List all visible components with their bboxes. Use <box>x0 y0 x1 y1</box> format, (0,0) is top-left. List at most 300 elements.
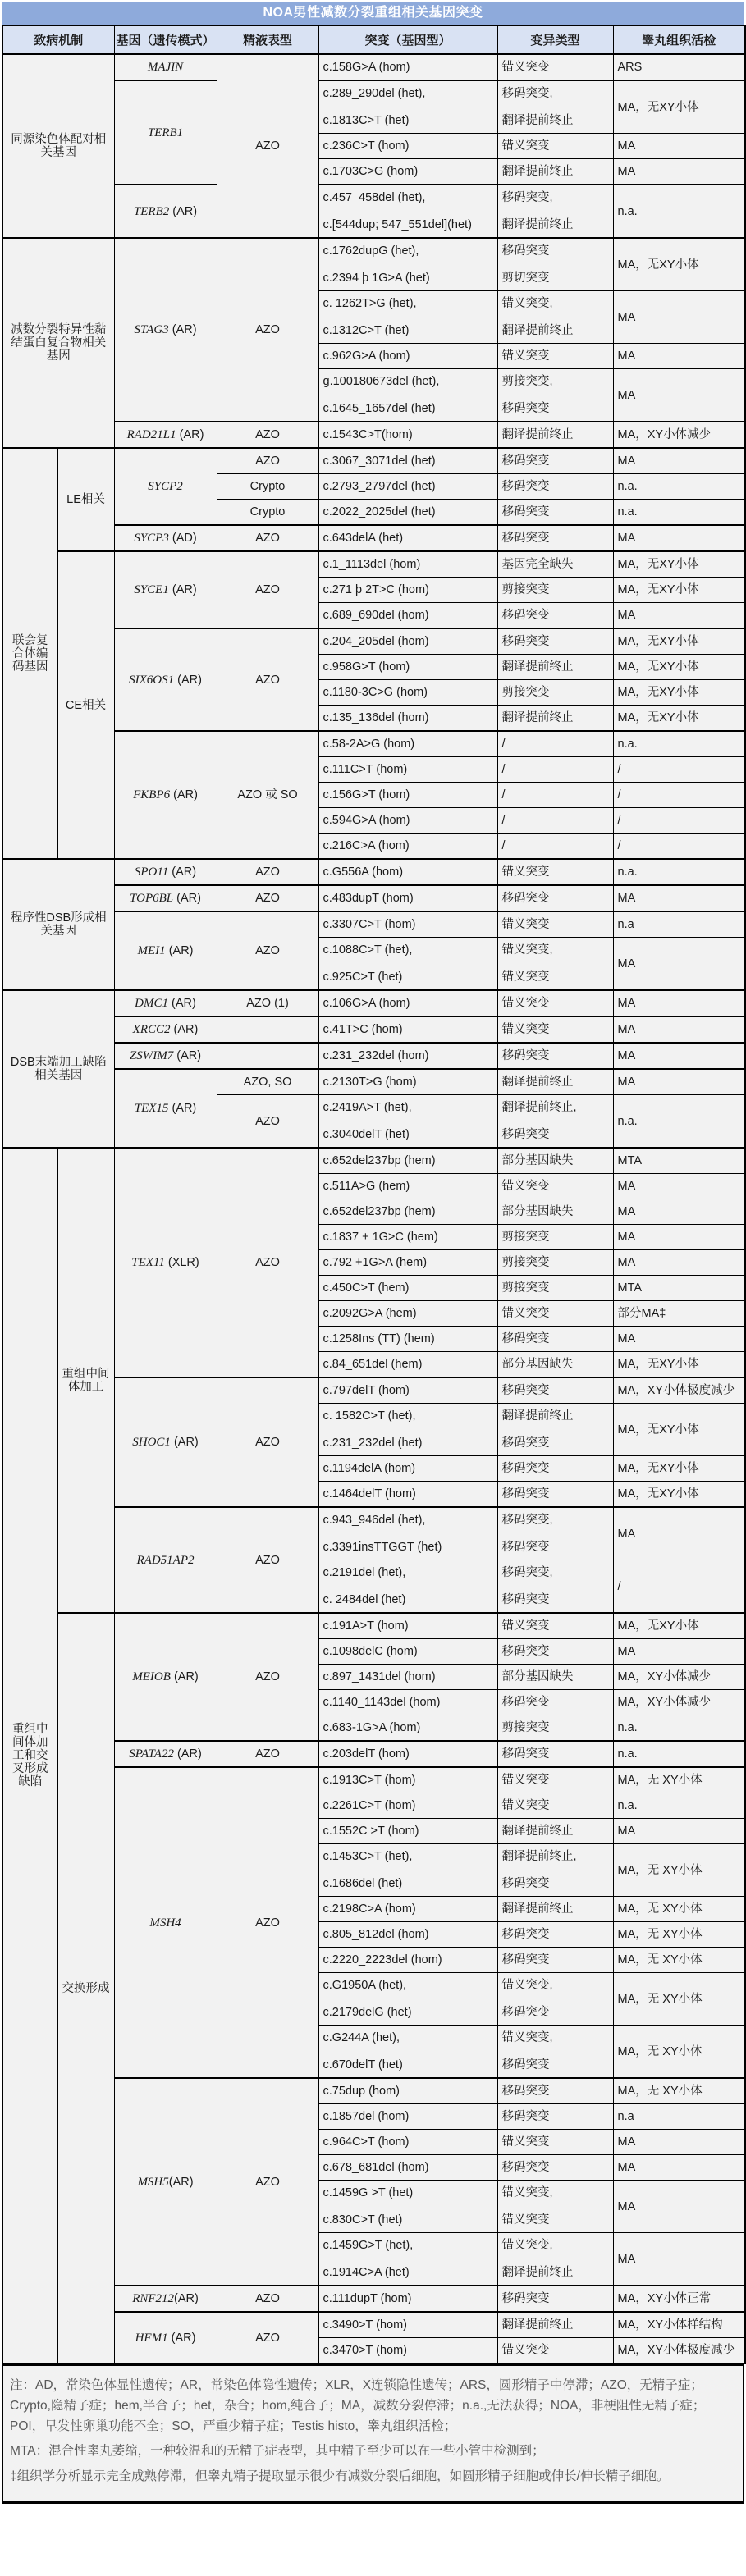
variant-type-cell: 剪接突变, 移码突变 <box>497 369 613 422</box>
variant-type-cell: 移码突变 <box>497 603 613 629</box>
biopsy-cell: MA，无 XY小体 <box>613 2078 745 2104</box>
mutation-cell: c.678_681del (hom) <box>318 2155 497 2181</box>
variant-type-cell: 错义突变, 移码突变 <box>497 2026 613 2079</box>
gene-cell: ZSWIM7 (AR) <box>114 1043 217 1069</box>
variant-type-cell: 移码突变 <box>497 1327 613 1352</box>
mutation-cell: c.1703C>G (hom) <box>318 159 497 185</box>
biopsy-cell: MA，无XY小体 <box>613 551 745 578</box>
mechanism-cell: DSB末端加工缺陷相关基因 <box>2 990 114 1148</box>
mutation-cell: c.3470>T (hom) <box>318 2338 497 2364</box>
phenotype-cell: AZO <box>217 1767 318 2078</box>
table-sheet <box>2 2 744 2504</box>
gene-cell: SYCP2 <box>114 448 217 525</box>
gene-cell: STAG3 (AR) <box>114 238 217 422</box>
biopsy-cell: MA，XY小体极度减少 <box>613 1377 745 1404</box>
phenotype-cell: AZO <box>217 54 318 238</box>
mutation-cell: c.1543C>T(hom) <box>318 422 497 448</box>
mutation-cell: c.1459G >T (het) c.830C>T (het) <box>318 2181 497 2233</box>
mutation-cell: c.450C>T (hem) <box>318 1276 497 1301</box>
table-row <box>2 238 745 291</box>
biopsy-cell: MA，无XY小体 <box>613 680 745 706</box>
table-row <box>2 448 745 474</box>
biopsy-cell: MA，XY小体减少 <box>613 422 745 448</box>
biopsy-cell: MA <box>613 1327 745 1352</box>
mutation-cell: c.964C>T (hom) <box>318 2130 497 2155</box>
column-header-5: 睾丸组织活检 <box>613 25 745 54</box>
biopsy-cell: MA <box>613 2130 745 2155</box>
variant-type-cell: 移码突变 <box>497 1456 613 1482</box>
variant-type-cell: 翻译提前终止, 移码突变 <box>497 1095 613 1149</box>
biopsy-cell: MA，无XY小体 <box>613 1352 745 1378</box>
phenotype-cell: AZO <box>217 422 318 448</box>
table-row <box>2 1767 745 1793</box>
mutation-cell: c.58-2A>G (hom) <box>318 731 497 757</box>
mutation-cell: c.1098delC (hom) <box>318 1639 497 1665</box>
variant-type-cell: 翻译提前终止 <box>497 1819 613 1844</box>
gene-cell: RNF212(AR) <box>114 2286 217 2312</box>
biopsy-cell: MA，无 XY小体 <box>613 1844 745 1897</box>
footnotes <box>2 2364 744 2504</box>
biopsy-cell: MA <box>613 1639 745 1665</box>
mutation-cell: c.111dupT (hom) <box>318 2286 497 2312</box>
mutation-cell: c.3067_3071del (het) <box>318 448 497 474</box>
variant-type-cell: 部分基因缺失 <box>497 1199 613 1225</box>
biopsy-cell: / <box>613 1560 745 1614</box>
sub-mechanism-cell: LE相关 <box>57 448 114 551</box>
mutation-cell: c.1837 + 1G>C (hem) <box>318 1225 497 1250</box>
mutation-cell: c.191A>T (hom) <box>318 1613 497 1639</box>
table-row <box>2 1069 745 1095</box>
variant-type-cell: 错义突变 <box>497 911 613 938</box>
biopsy-cell: MA，无XY小体 <box>613 1404 745 1456</box>
variant-type-cell: 移码突变 <box>497 448 613 474</box>
biopsy-cell: MA <box>613 2181 745 2233</box>
footnote-abbreviations: 注：AD，常染色体显性遗传；AR，常染色体隐性遗传；XLR，X连锁隐性遗传；ARS，圆形精子中停滞；AZO，无精子症；Crypto,隐精子症；hem,半合子；het，杂合；hom,纯合子；MA，减数分裂停滞；n.a.,无法获得；NOA，非梗阻性无精子症；POI，早发性卵巢功能不全；SO，严重少精子症；Testis histo，睾丸组织活检； <box>10 2378 706 2433</box>
column-header-4: 变异类型 <box>497 25 613 54</box>
variant-type-cell: 移码突变 <box>497 1043 613 1069</box>
biopsy-cell: MTA <box>613 1148 745 1174</box>
gene-cell: MEIOB (AR) <box>114 1613 217 1741</box>
variant-type-cell: 翻译提前终止 <box>497 2312 613 2338</box>
variant-type-cell: 移码突变 <box>497 628 613 655</box>
variant-type-cell: 移码突变, 移码突变 <box>497 1507 613 1560</box>
table-row <box>2 859 745 885</box>
phenotype-cell: AZO <box>217 448 318 474</box>
phenotype-cell: AZO <box>217 238 318 422</box>
variant-type-cell: 剪接突变 <box>497 578 613 603</box>
biopsy-cell: MTA <box>613 1276 745 1301</box>
biopsy-cell: MA <box>613 2233 745 2286</box>
biopsy-cell: MA，无XY小体 <box>613 1482 745 1508</box>
variant-type-cell: 移码突变 <box>497 1690 613 1715</box>
variant-type-cell: 错义突变 <box>497 134 613 159</box>
phenotype-cell: AZO <box>217 1377 318 1507</box>
biopsy-cell: MA，无 XY小体 <box>613 2026 745 2079</box>
phenotype-cell: AZO 或 SO <box>217 731 318 859</box>
mutation-cell: c.2198C>A (hom) <box>318 1897 497 1922</box>
biopsy-cell: / <box>613 808 745 834</box>
phenotype-cell: AZO <box>217 1095 318 1149</box>
variant-type-cell: 错义突变, 移码突变 <box>497 1973 613 2026</box>
variant-type-cell: / <box>497 808 613 834</box>
mutation-cell: c.797delT (hom) <box>318 1377 497 1404</box>
biopsy-cell: MA <box>613 1069 745 1095</box>
biopsy-cell: MA <box>613 1043 745 1069</box>
biopsy-cell: MA，无 XY小体 <box>613 1897 745 1922</box>
gene-cell: SHOC1 (AR) <box>114 1377 217 1507</box>
variant-type-cell: / <box>497 783 613 808</box>
variant-type-cell: 错义突变 <box>497 2338 613 2364</box>
table-row <box>2 885 745 911</box>
variant-type-cell: 剪接突变 <box>497 680 613 706</box>
biopsy-cell: MA，无XY小体 <box>613 80 745 134</box>
variant-type-cell: 翻译提前终止 <box>497 706 613 732</box>
variant-type-cell: 移码突变 <box>497 1922 613 1948</box>
gene-cell: SIX6OS1 (AR) <box>114 628 217 731</box>
gene-cell: RAD21L1 (AR) <box>114 422 217 448</box>
variant-type-cell: / <box>497 757 613 783</box>
mutation-cell: c.457_458del (het), c.[544dup; 547_551del](het) <box>318 185 497 238</box>
mechanism-cell: 减数分裂特异性黏结蛋白复合物相关基因 <box>2 238 114 448</box>
biopsy-cell: MA <box>613 369 745 422</box>
mutation-cell: c.962G>A (hom) <box>318 344 497 369</box>
biopsy-cell: n.a. <box>613 1793 745 1819</box>
mutation-cell: c.897_1431del (hom) <box>318 1665 497 1690</box>
biopsy-cell: MA <box>613 291 745 344</box>
phenotype-cell: AZO <box>217 1507 318 1613</box>
phenotype-cell: AZO <box>217 859 318 885</box>
table-row <box>2 525 745 551</box>
gene-cell: TERB1 <box>114 80 217 185</box>
biopsy-cell: MA <box>613 938 745 991</box>
mutation-cell: c.271 þ 2T>C (hom) <box>318 578 497 603</box>
phenotype-cell: AZO <box>217 551 318 628</box>
header-row <box>2 25 745 54</box>
table-row <box>2 990 745 1016</box>
biopsy-cell: MA，无XY小体 <box>613 706 745 732</box>
gene-cell: TEX15 (AR) <box>114 1069 217 1148</box>
gene-cell: FKBP6 (AR) <box>114 731 217 859</box>
biopsy-cell: MA <box>613 990 745 1016</box>
sub-mechanism-cell: CE相关 <box>57 551 114 859</box>
table-row <box>2 2078 745 2104</box>
phenotype-cell <box>217 1043 318 1069</box>
mutation-cell: c.1857del (hom) <box>318 2104 497 2130</box>
mutation-cell: c.1459G>T (het), c.1914C>A (het) <box>318 2233 497 2286</box>
gene-cell: SPO11 (AR) <box>114 859 217 885</box>
variant-type-cell: 错义突变 <box>497 1174 613 1199</box>
biopsy-cell: MA <box>613 344 745 369</box>
mutation-cell: c.106G>A (hom) <box>318 990 497 1016</box>
variant-type-cell: 移码突变 <box>497 500 613 526</box>
variant-type-cell: 移码突变, 移码突变 <box>497 1560 613 1614</box>
biopsy-cell: MA <box>613 1199 745 1225</box>
phenotype-cell: AZO <box>217 1613 318 1741</box>
mutation-cell: c.84_651del (hem) <box>318 1352 497 1378</box>
biopsy-cell: n.a. <box>613 859 745 885</box>
gene-cell: HFM1 (AR) <box>114 2312 217 2364</box>
variant-type-cell: 翻译提前终止 <box>497 1069 613 1095</box>
column-header-0: 致病机制 <box>2 25 114 54</box>
variant-type-cell: 翻译提前终止 <box>497 422 613 448</box>
biopsy-cell: / <box>613 757 745 783</box>
variant-type-cell: 剪接突变 <box>497 1250 613 1276</box>
table-title: NOA男性减数分裂重组相关基因突变 <box>2 2 744 25</box>
mutation-cell: c.3307C>T (hom) <box>318 911 497 938</box>
table-row <box>2 1016 745 1043</box>
mutation-cell: c.958G>T (hom) <box>318 655 497 680</box>
variant-type-cell: 移码突变 <box>497 1639 613 1665</box>
mutation-cell: c.1_1113del (hom) <box>318 551 497 578</box>
gene-cell: SPATA22 (AR) <box>114 1741 217 1767</box>
mutation-cell: c.1194delA (hom) <box>318 1456 497 1482</box>
gene-cell: TEX11 (XLR) <box>114 1148 217 1377</box>
mutation-cell: c.135_136del (hom) <box>318 706 497 732</box>
column-header-3: 突变（基因型） <box>318 25 497 54</box>
gene-cell: SYCP3 (AD) <box>114 525 217 551</box>
variant-type-cell: 移码突变 <box>497 2104 613 2130</box>
table-row <box>2 2286 745 2312</box>
biopsy-cell: MA，XY小体样结构 <box>613 2312 745 2338</box>
mutation-cell: c.2220_2223del (hom) <box>318 1948 497 1973</box>
mechanism-cell: 联会复合体编码基因 <box>2 448 57 859</box>
gene-mutation-table <box>2 25 746 2364</box>
mutation-cell: c.111C>T (hom) <box>318 757 497 783</box>
biopsy-cell: 部分MA‡ <box>613 1301 745 1327</box>
mutation-cell: c.1258Ins (TT) (hem) <box>318 1327 497 1352</box>
table-row <box>2 1741 745 1767</box>
variant-type-cell: 移码突变 <box>497 1948 613 1973</box>
mutation-cell: c.2793_2797del (het) <box>318 474 497 500</box>
gene-cell: SYCE1 (AR) <box>114 551 217 628</box>
gene-cell: TERB2 (AR) <box>114 185 217 238</box>
mutation-cell: c.203delT (hom) <box>318 1741 497 1767</box>
phenotype-cell: AZO <box>217 1741 318 1767</box>
variant-type-cell: 剪接突变 <box>497 1225 613 1250</box>
biopsy-cell: MA，无XY小体 <box>613 628 745 655</box>
variant-type-cell: 移码突变, 翻译提前终止 <box>497 80 613 134</box>
phenotype-cell: AZO <box>217 1148 318 1377</box>
biopsy-cell: MA，无 XY小体 <box>613 1948 745 1973</box>
variant-type-cell: 错义突变, 翻译提前终止 <box>497 291 613 344</box>
mutation-cell: c.216C>A (hom) <box>318 834 497 860</box>
mutation-cell: c.2022_2025del (het) <box>318 500 497 526</box>
phenotype-cell: AZO <box>217 525 318 551</box>
biopsy-cell: ARS <box>613 54 745 80</box>
biopsy-cell: n.a. <box>613 474 745 500</box>
variant-type-cell: 移码突变 <box>497 525 613 551</box>
table-row <box>2 80 745 134</box>
variant-type-cell: 错义突变 <box>497 859 613 885</box>
biopsy-cell: MA，无XY小体 <box>613 238 745 291</box>
biopsy-cell: n.a <box>613 2104 745 2130</box>
mutation-cell: c.511A>G (hem) <box>318 1174 497 1199</box>
table-row <box>2 731 745 757</box>
variant-type-cell: 错义突变, 错义突变 <box>497 938 613 991</box>
variant-type-cell: 错义突变 <box>497 1793 613 1819</box>
biopsy-cell: MA <box>613 1507 745 1560</box>
biopsy-cell: MA，XY小体减少 <box>613 1690 745 1715</box>
variant-type-cell: 移码突变 <box>497 474 613 500</box>
table-row <box>2 185 745 238</box>
mutation-cell: c.1464delT (hom) <box>318 1482 497 1508</box>
phenotype-cell: Crypto <box>217 474 318 500</box>
variant-type-cell: 基因完全缺失 <box>497 551 613 578</box>
biopsy-cell: MA，无XY小体 <box>613 578 745 603</box>
mechanism-cell: 同源染色体配对相关基因 <box>2 54 114 238</box>
biopsy-cell: MA，无 XY小体 <box>613 1973 745 2026</box>
gene-cell: MAJIN <box>114 54 217 80</box>
mutation-cell: g.100180673del (het), c.1645_1657del (het) <box>318 369 497 422</box>
gene-cell: XRCC2 (AR) <box>114 1016 217 1043</box>
mutation-cell: c.2419A>T (het), c.3040delT (het) <box>318 1095 497 1149</box>
phenotype-cell: AZO <box>217 2312 318 2364</box>
table-row <box>2 2312 745 2338</box>
biopsy-cell: MA，无 XY小体 <box>613 1767 745 1793</box>
biopsy-cell: MA，无XY小体 <box>613 655 745 680</box>
mutation-cell: c.652del237bp (hem) <box>318 1148 497 1174</box>
mutation-cell: c.3490>T (hom) <box>318 2312 497 2338</box>
mutation-cell: c.289_290del (het), c.1813C>T (het) <box>318 80 497 134</box>
variant-type-cell: 移码突变 <box>497 2078 613 2104</box>
biopsy-cell: n.a. <box>613 731 745 757</box>
table-row <box>2 911 745 938</box>
mutation-cell: c.1762dupG (het), c.2394 þ 1G>A (het) <box>318 238 497 291</box>
biopsy-cell: n.a. <box>613 500 745 526</box>
gene-cell: MSH5(AR) <box>114 2078 217 2286</box>
variant-type-cell: 错义突变 <box>497 54 613 80</box>
variant-type-cell: 错义突变 <box>497 1613 613 1639</box>
mutation-cell: c.204_205del (hom) <box>318 628 497 655</box>
biopsy-cell: MA，无XY小体 <box>613 1613 745 1639</box>
biopsy-cell: MA <box>613 2155 745 2181</box>
biopsy-cell: MA <box>613 448 745 474</box>
biopsy-cell: MA，XY小体减少 <box>613 1665 745 1690</box>
table-row <box>2 422 745 448</box>
mutation-cell: c.G1950A (het), c.2179delG (het) <box>318 1973 497 2026</box>
mutation-cell: c. 1582C>T (het), c.231_232del (het) <box>318 1404 497 1456</box>
biopsy-cell: MA，XY小体极度减少 <box>613 2338 745 2364</box>
biopsy-cell: MA，无XY小体 <box>613 1456 745 1482</box>
mutation-cell: c.643delA (het) <box>318 525 497 551</box>
mutation-cell: c.158G>A (hom) <box>318 54 497 80</box>
biopsy-cell: MA <box>613 525 745 551</box>
variant-type-cell: 剪接突变 <box>497 1276 613 1301</box>
mutation-cell: c.G244A (het), c.670delT (het) <box>318 2026 497 2079</box>
mutation-cell: c.2191del (het), c. 2484del (het) <box>318 1560 497 1614</box>
variant-type-cell: 错义突变 <box>497 1016 613 1043</box>
biopsy-cell: MA <box>613 1016 745 1043</box>
table-row <box>2 1507 745 1560</box>
variant-type-cell: 错义突变 <box>497 344 613 369</box>
mechanism-cell: 程序性DSB形成相关基因 <box>2 859 114 990</box>
mutation-cell: c.75dup (hom) <box>318 2078 497 2104</box>
variant-type-cell: 翻译提前终止 移码突变 <box>497 1404 613 1456</box>
biopsy-cell: / <box>613 834 745 860</box>
variant-type-cell: 错义突变, 错义突变 <box>497 2181 613 2233</box>
biopsy-cell: n.a. <box>613 1715 745 1742</box>
variant-type-cell: 移码突变 <box>497 2286 613 2312</box>
phenotype-cell <box>217 1016 318 1043</box>
table-row <box>2 1043 745 1069</box>
biopsy-cell: n.a. <box>613 1741 745 1767</box>
variant-type-cell: 移码突变 <box>497 1377 613 1404</box>
variant-type-cell: 翻译提前终止 <box>497 655 613 680</box>
mutation-cell: c.805_812del (hom) <box>318 1922 497 1948</box>
phenotype-cell: Crypto <box>217 500 318 526</box>
table-row <box>2 1148 745 1174</box>
mutation-cell: c.2261C>T (hom) <box>318 1793 497 1819</box>
variant-type-cell: 错义突变 <box>497 990 613 1016</box>
biopsy-cell: MA <box>613 603 745 629</box>
mutation-cell: c.1552C >T (hom) <box>318 1819 497 1844</box>
mutation-cell: c.1913C>T (hom) <box>318 1767 497 1793</box>
mutation-cell: c.594G>A (hom) <box>318 808 497 834</box>
variant-type-cell: 错义突变 <box>497 1301 613 1327</box>
biopsy-cell: MA <box>613 1174 745 1199</box>
variant-type-cell: 剪接突变 <box>497 1715 613 1742</box>
biopsy-cell: MA <box>613 159 745 185</box>
mutation-cell: c. 1262T>G (het), c.1312C>T (het) <box>318 291 497 344</box>
mutation-cell: c.689_690del (hom) <box>318 603 497 629</box>
variant-type-cell: / <box>497 834 613 860</box>
phenotype-cell: AZO <box>217 2078 318 2286</box>
biopsy-cell: MA <box>613 885 745 911</box>
mutation-cell: c.1140_1143del (hom) <box>318 1690 497 1715</box>
phenotype-cell: AZO (1) <box>217 990 318 1016</box>
variant-type-cell: 移码突变, 翻译提前终止 <box>497 185 613 238</box>
biopsy-cell: MA <box>613 1225 745 1250</box>
gene-cell: RAD51AP2 <box>114 1507 217 1613</box>
variant-type-cell: 错义突变 <box>497 2130 613 2155</box>
sub-mechanism-cell: 重组中间体加工 <box>57 1148 114 1613</box>
variant-type-cell: 移码突变 剪切突变 <box>497 238 613 291</box>
footnote-mta: MTA：混合性睾丸萎缩，一种较温和的无精子症表型，其中精子至少可以在一些小管中检测到； <box>10 2444 545 2459</box>
sub-mechanism-cell: 交换形成 <box>57 1613 114 2364</box>
table-row <box>2 628 745 655</box>
biopsy-cell: n.a. <box>613 1095 745 1149</box>
mutation-cell: c.236C>T (hom) <box>318 134 497 159</box>
biopsy-cell: MA，XY小体正常 <box>613 2286 745 2312</box>
variant-type-cell: / <box>497 731 613 757</box>
variant-type-cell: 移码突变 <box>497 1741 613 1767</box>
mutation-cell: c.231_232del (hom) <box>318 1043 497 1069</box>
biopsy-cell: MA <box>613 1819 745 1844</box>
phenotype-cell: AZO, SO <box>217 1069 318 1095</box>
mechanism-cell: 重组中间体加工和交叉形成缺陷 <box>2 1148 57 2364</box>
mutation-cell: c.483dupT (hom) <box>318 885 497 911</box>
mutation-cell: c.943_946del (het), c.3391insTTGGT (het) <box>318 1507 497 1560</box>
table-row <box>2 54 745 80</box>
variant-type-cell: 移码突变 <box>497 885 613 911</box>
variant-type-cell: 错义突变 <box>497 1767 613 1793</box>
mutation-cell: c.2130T>G (hom) <box>318 1069 497 1095</box>
gene-cell: DMC1 (AR) <box>114 990 217 1016</box>
variant-type-cell: 翻译提前终止 <box>497 1897 613 1922</box>
biopsy-cell: MA <box>613 1250 745 1276</box>
biopsy-cell: n.a. <box>613 185 745 238</box>
biopsy-cell: n.a <box>613 911 745 938</box>
variant-type-cell: 部分基因缺失 <box>497 1665 613 1690</box>
mutation-cell: c.41T>C (hom) <box>318 1016 497 1043</box>
mutation-cell: c.1180-3C>G (hom) <box>318 680 497 706</box>
mutation-cell: c.683-1G>A (hom) <box>318 1715 497 1742</box>
mutation-cell: c.1453C>T (het), c.1686del (het) <box>318 1844 497 1897</box>
variant-type-cell: 部分基因缺失 <box>497 1148 613 1174</box>
biopsy-cell: MA，无 XY小体 <box>613 1922 745 1948</box>
mutation-cell: c.792 +1G>A (hem) <box>318 1250 497 1276</box>
variant-type-cell: 翻译提前终止 <box>497 159 613 185</box>
